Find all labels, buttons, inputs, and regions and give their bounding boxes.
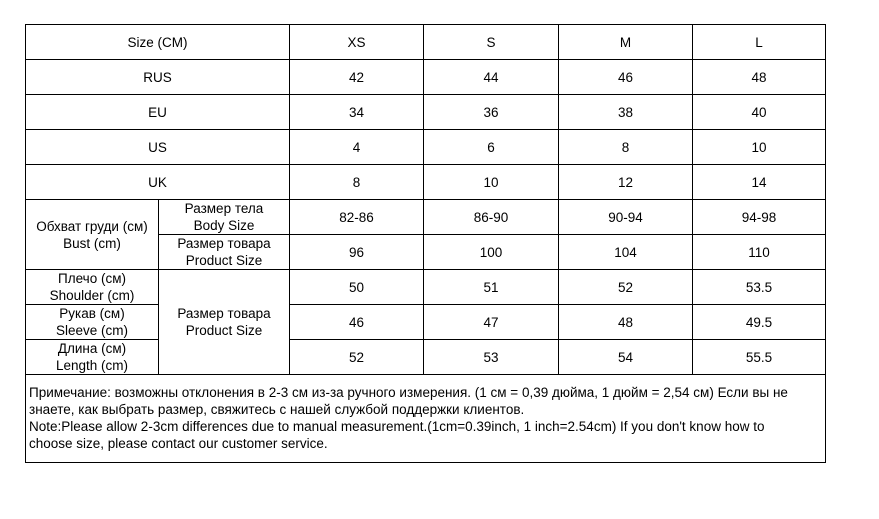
- uk-label: UK: [26, 165, 290, 200]
- table-cell: 96: [290, 235, 424, 270]
- bust-label-ru: Обхват груди (см): [36, 218, 148, 234]
- note-en-line-1: Note:Please allow 2-3cm differences due to manual measurement.(1cm=0.39inch, 1 inch=2.54cm) If you don't know how to: [29, 419, 765, 434]
- note-en-line-2: choose size, please contact our customer service.: [29, 436, 328, 451]
- shoulder-label-en: Shoulder (cm): [49, 288, 135, 303]
- table-cell: 53: [424, 340, 559, 375]
- table-cell: 47: [424, 305, 559, 340]
- length-label-ru: Длина (см): [57, 341, 127, 356]
- table-cell: 46: [559, 60, 693, 95]
- table-cell: 46: [290, 305, 424, 340]
- table-cell: 104: [559, 235, 693, 270]
- product-size-label: [159, 235, 290, 270]
- table-cell: 4: [290, 130, 424, 165]
- uk-row: [26, 165, 826, 200]
- us-label: US: [26, 130, 290, 165]
- eu-label: EU: [26, 95, 290, 130]
- table-cell: 94-98: [693, 200, 826, 235]
- note-ru-line-1: Примечание: возможны отклонения в 2-3 см из-за ручного измерения. (1 см = 0,39 дюйма, 1 дюйм = 2,54 см) Если вы не: [29, 385, 788, 400]
- note-text: [26, 375, 826, 463]
- body-size-label-ru: Размер тела: [184, 201, 264, 216]
- table-cell: 8: [559, 130, 693, 165]
- table-cell: 51: [424, 270, 559, 305]
- sleeve-label: [26, 305, 159, 340]
- size-m-header: M: [559, 25, 693, 60]
- table-cell: 44: [424, 60, 559, 95]
- table-cell: 48: [559, 305, 693, 340]
- note-row: [26, 375, 826, 463]
- us-row: [26, 130, 826, 165]
- bust-label: [26, 200, 159, 270]
- shoulder-row: [26, 270, 826, 305]
- sleeve-label-en: Sleeve (cm): [55, 323, 128, 338]
- product-size-group-label-ru: Размер товара: [177, 306, 271, 321]
- size-header-label: Size (CM): [26, 25, 290, 60]
- header-row: [26, 25, 826, 60]
- length-label: [26, 340, 159, 375]
- table-cell: 38: [559, 95, 693, 130]
- table-cell: 52: [559, 270, 693, 305]
- size-chart-table: [25, 24, 826, 463]
- length-row: [26, 340, 826, 375]
- size-l-header: L: [693, 25, 826, 60]
- product-size-group-label-en: Product Size: [185, 323, 263, 338]
- table-cell: 42: [290, 60, 424, 95]
- table-cell: 50: [290, 270, 424, 305]
- table-cell: 86-90: [424, 200, 559, 235]
- bust-body-row: [26, 200, 826, 235]
- length-label-en: Length (cm): [55, 358, 129, 373]
- table-cell: 90-94: [559, 200, 693, 235]
- shoulder-label: [26, 270, 159, 305]
- size-s-header: S: [424, 25, 559, 60]
- body-size-label-en: Body Size: [193, 218, 255, 233]
- table-cell: 40: [693, 95, 826, 130]
- table-cell: 48: [693, 60, 826, 95]
- table-cell: 110: [693, 235, 826, 270]
- table-cell: 14: [693, 165, 826, 200]
- product-size-group-label: [159, 270, 290, 375]
- body-size-label: [159, 200, 290, 235]
- table-cell: 8: [290, 165, 424, 200]
- product-size-label-ru: Размер товара: [177, 236, 271, 251]
- table-cell: 82-86: [290, 200, 424, 235]
- bust-label-en: Bust (cm): [63, 235, 121, 251]
- table-cell: 49.5: [693, 305, 826, 340]
- eu-row: [26, 95, 826, 130]
- table-cell: 10: [424, 165, 559, 200]
- table-cell: 52: [290, 340, 424, 375]
- rus-label: RUS: [26, 60, 290, 95]
- table-cell: 12: [559, 165, 693, 200]
- rus-row: [26, 60, 826, 95]
- note-ru-line-2: знаете, как выбрать размер, свяжитесь с нашей службой поддержки клиентов.: [29, 402, 525, 417]
- table-cell: 6: [424, 130, 559, 165]
- sleeve-label-ru: Рукав (см): [59, 306, 125, 321]
- table-cell: 53.5: [693, 270, 826, 305]
- table-cell: 36: [424, 95, 559, 130]
- shoulder-label-ru: Плечо (см): [58, 271, 126, 286]
- table-cell: 55.5: [693, 340, 826, 375]
- sleeve-row: [26, 305, 826, 340]
- product-size-label-en: Product Size: [185, 253, 263, 268]
- size-xs-header: XS: [290, 25, 424, 60]
- table-cell: 54: [559, 340, 693, 375]
- table-cell: 10: [693, 130, 826, 165]
- table-cell: 34: [290, 95, 424, 130]
- table-cell: 100: [424, 235, 559, 270]
